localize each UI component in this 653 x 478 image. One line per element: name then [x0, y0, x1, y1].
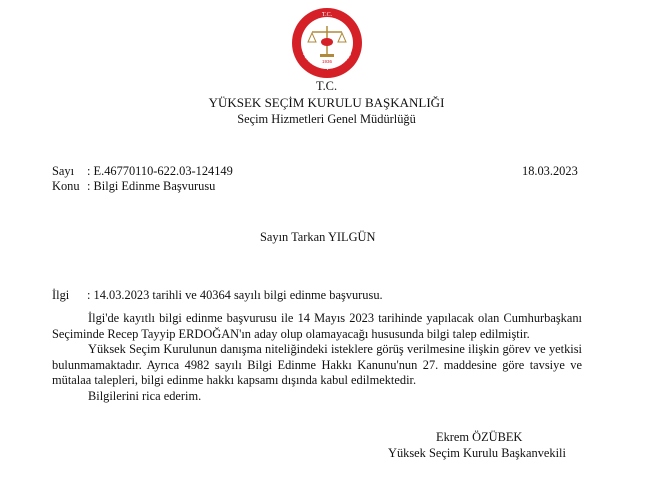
- document-date: 18.03.2023: [522, 164, 578, 178]
- svg-text:T.C.: T.C.: [321, 12, 333, 18]
- ilgi-label: İlgi: [52, 288, 70, 302]
- body-paragraph-2: Yüksek Seçim Kurulunun danışma niteliğindeki isteklere görüş verilmesine ilişkin görev ve yetkisi bulunmamaktadır. Ayrıca 4982 sayılı Bilgi Edinme Hakkı Kanunu'nun 27. maddesine göre tavsiye ve mütalaa talepleri, bilgi edinme hakkı kapsamı dışında kabul edilmektedir.: [52, 342, 582, 388]
- department-title: Seçim Hizmetleri Genel Müdürlüğü: [237, 112, 416, 126]
- konu-label: Konu: [52, 179, 80, 193]
- ysk-seal-logo: [290, 6, 364, 80]
- body-paragraph-3: Bilgilerini rica ederim.: [88, 389, 202, 403]
- konu-value: : Bilgi Edinme Başvurusu: [87, 179, 216, 193]
- sayi-value: : E.46770110-622.03-124149: [87, 164, 233, 178]
- signature-name: Ekrem ÖZÜBEK: [436, 430, 523, 444]
- svg-text:YÜKSEK SEÇİM KURULU: YÜKSEK SEÇİM KURULU: [300, 51, 354, 71]
- header-tc: T.C.: [315, 79, 338, 93]
- body-paragraph-1: İlgi'de kayıtlı bilgi edinme başvurusu ile 14 Mayıs 2023 tarihinde yapılacak olan Cumhurbaşkanı Seçiminde Recep Tayyip ERDOĞAN'ın aday olup olamayacağı hususunda bilgi talep edilmiştir.: [52, 311, 582, 341]
- recipient: Sayın Tarkan YILGÜN: [260, 230, 376, 244]
- sayi-label: Sayı: [52, 164, 75, 178]
- svg-text:1936: 1936: [321, 59, 333, 64]
- ilgi-value: : 14.03.2023 tarihli ve 40364 sayılı bilgi edinme başvurusu.: [87, 288, 383, 302]
- signature-title: Yüksek Seçim Kurulu Başkanvekili: [388, 446, 566, 460]
- institution-title: YÜKSEK SEÇİM KURULU BAŞKANLIĞI: [208, 95, 445, 110]
